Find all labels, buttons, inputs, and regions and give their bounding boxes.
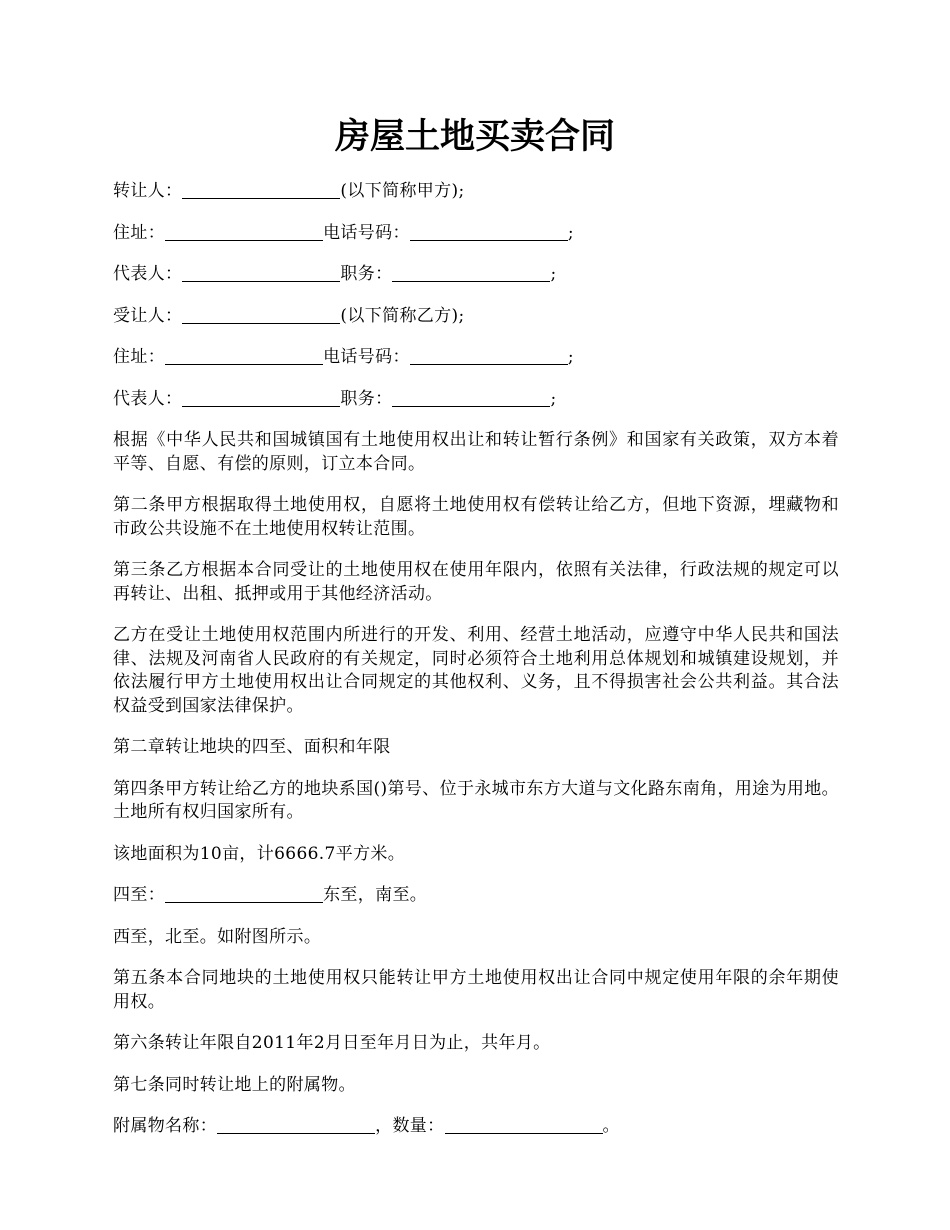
paragraph-basis: 根据《中华人民共和国城镇国有土地使用权出让和转让暂行条例》和国家有关政策，双方本着平等、自愿、有偿的原则，订立本合同。 (113, 430, 839, 474)
transferee-blank (182, 307, 340, 324)
paragraph-article-2: 第二条甲方根据取得土地使用权，自愿将土地使用权有偿转让给乙方，但地下资源，埋藏物和市政公共设施不在土地使用权转让范围。 (113, 495, 839, 539)
attachment-quantity-blank (445, 1117, 603, 1134)
attachment-line: 附属物名称： ，数量： 。 (113, 1116, 620, 1136)
transferee-representative-line: 代表人： 职务： ; (113, 388, 557, 409)
transferor-representative-line: 代表人： 职务： ; (113, 264, 557, 284)
paragraph-article-7: 第七条同时转让地上的附属物。 (113, 1074, 356, 1095)
paragraph-obligations: 乙方在受让土地使用权范围内所进行的开发、利用、经营土地活动，应遵守中华人民共和国法律、法规及河南省人民政府的有关规定，同时必须符合土地利用总体规划和城镇建设规划，并依法履行甲方土地使用权出让合同规定的其他权利、义务，且不得损害社会公共利益。其合法权益受到国家法律保护。 (113, 625, 839, 716)
representative-blank (182, 390, 340, 407)
address-blank (165, 224, 323, 241)
paragraph-article-5: 第五条本合同地块的土地使用权只能转让甲方土地使用权出让合同中规定使用年限的余年期使用权。 (113, 968, 839, 1012)
chapter-2-heading: 第二章转让地块的四至、面积和年限 (113, 737, 391, 757)
paragraph-article-6: 第六条转让年限自2011年2月日至年月日为止，共年月。 (113, 1033, 551, 1053)
transferor-line: 转让人： (以下简称甲方); (113, 181, 465, 201)
position-blank (392, 390, 550, 407)
paragraph-article-3: 第三条乙方根据本合同受让的土地使用权在使用年限内，依照有关法律，行政法规的规定可以再转让、出租、抵押或用于其他经济活动。 (113, 560, 839, 604)
transferor-blank (182, 182, 340, 199)
transferor-address-line: 住址： 电话号码： ; (113, 222, 574, 243)
transferee-address-line: 住址： 电话号码： ; (113, 347, 574, 367)
attachment-name-blank (217, 1117, 375, 1134)
phone-blank (410, 224, 568, 241)
position-blank (392, 265, 550, 282)
boundary-line: 四至： 东至，南至。 (113, 885, 428, 905)
transferee-line: 受让人： (以下简称乙方); (113, 305, 465, 326)
phone-blank (410, 348, 568, 365)
document-title: 房屋土地买卖合同 (334, 116, 615, 157)
representative-blank (182, 265, 340, 282)
boundary-blank (165, 886, 323, 903)
paragraph-article-4: 第四条甲方转让给乙方的地块系国()第号、位于永城市东方大道与文化路东南角，用途为用地。土地所有权归国家所有。 (113, 778, 839, 822)
address-blank (165, 348, 323, 365)
paragraph-west-north: 西至，北至。如附图所示。 (113, 926, 322, 947)
paragraph-area: 该地面积为10亩，计6666.7平方米。 (113, 843, 406, 864)
document-body (113, 180, 839, 1157)
